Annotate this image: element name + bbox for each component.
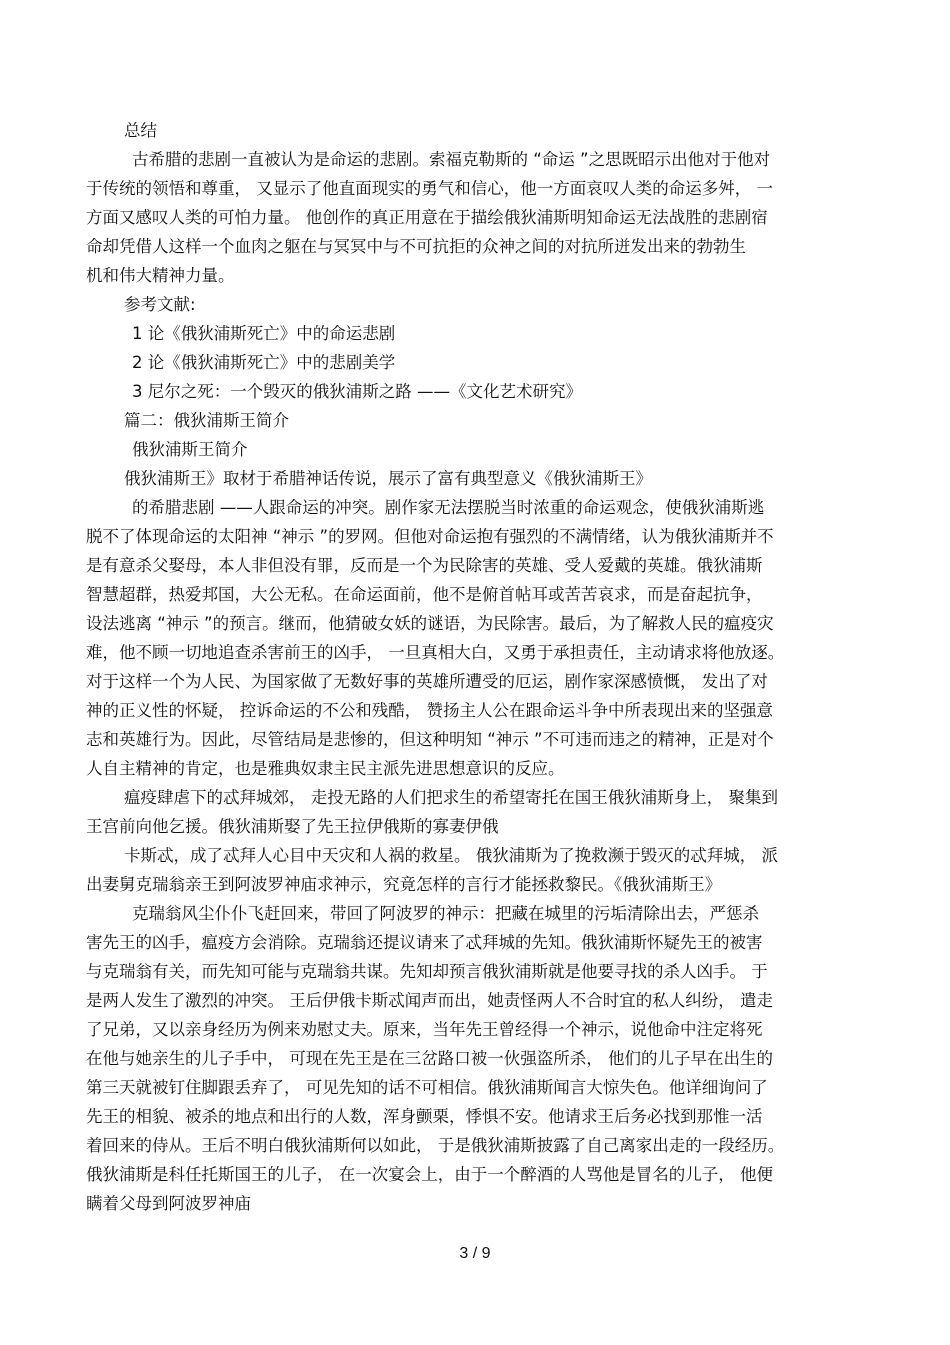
reference-item: 2 论《俄狄浦斯死亡》中的悲剧美学 — [132, 353, 396, 372]
paragraph-line: 志和英雄行为。因此，尽管结局是悲惨的，但这种明知 “神示 ”不可违而违之的精神，正是对个 — [86, 730, 774, 749]
paragraph-line: 是两人发生了激烈的冲突。 王后伊俄卡斯忒闻声而出，她责怪两人不合时宜的私人纠纷， 遣走 — [86, 991, 773, 1010]
paragraph-line: 脱不了体现命运的太阳神 “神示 ”的罗网。但他对命运抱有强烈的不满情绪，认为俄狄浦斯并不 — [86, 527, 774, 546]
paragraph-line: 机和伟大精神力量。 — [86, 266, 235, 285]
paragraph-line: 在他与她亲生的儿子手中， 可现在先王是在三岔路口被一伙强盗所杀， 他们的儿子早在出生的 — [86, 1049, 773, 1068]
paragraph-line: 着回来的侍从。王后不明白俄狄浦斯何以如此， 于是俄狄浦斯披露了自己离家出走的一段经历。 — [86, 1136, 785, 1155]
paragraph-line: 人自主精神的肯定，也是雅典奴隶主民主派先进思想意识的反应。 — [86, 759, 565, 778]
paragraph-line: 命却凭借人这样一个血肉之躯在与冥冥中与不可抗拒的众神之间的对抗所迸发出来的勃勃生 — [86, 237, 746, 256]
paragraph-line: 对于这样一个为人民、为国家做了无数好事的英雄所遭受的厄运，剧作家深感愤慨， 发出了对 — [86, 672, 768, 691]
paragraph-line: 神的正义性的怀疑， 控诉命运的不公和残酷， 赞扬主人公在跟命运斗争中所表现出来的坚强意 — [86, 701, 773, 720]
paragraph-line: 方面又感叹人类的可怕力量。 他创作的真正用意在于描绘俄狄浦斯明知命运无法战胜的悲剧宿 — [86, 208, 768, 227]
paragraph-line: 先王的相貌、被杀的地点和出行的人数，浑身颤栗，悸惧不安。他请求王后务必找到那惟一活 — [86, 1107, 763, 1126]
paragraph-line: 克瑞翁风尘仆仆飞赶回来，带回了阿波罗的神示：把藏在城里的污垢清除出去，严惩杀 — [132, 904, 759, 923]
reference-item: 1 论《俄狄浦斯死亡》中的命运悲剧 — [132, 324, 396, 343]
reference-item: 3 尼尔之死：一个毁灭的俄狄浦斯之路 ——《文化艺术研究》 — [132, 382, 582, 401]
paragraph-line: 卡斯忒，成了忒拜人心目中天灾和人祸的救星。 俄狄浦斯为了挽救濒于毁灭的忒拜城， 派 — [124, 846, 778, 865]
paragraph-line: 的希腊悲剧 ——人跟命运的冲突。剧作家无法摆脱当时浓重的命运观念，使俄狄浦斯逃 — [132, 498, 765, 517]
paragraph-line: 王宫前向他乞援。俄狄浦斯娶了先王拉伊俄斯的寡妻伊俄 — [86, 817, 499, 836]
paragraph-line: 于传统的领悟和尊重， 又显示了他直面现实的勇气和信心，他一方面哀叹人类的命运多舛， 一 — [86, 179, 773, 198]
paragraph-line: 瞒着父母到阿波罗神庙 — [86, 1194, 251, 1213]
paragraph-line: 出妻舅克瑞翁亲王到阿波罗神庙求神示，究竟怎样的言行才能拯救黎民。《俄狄浦斯王》 — [86, 875, 722, 894]
paragraph-line: 俄狄浦斯是科任托斯国王的儿子， 在一次宴会上，由于一个醉酒的人骂他是冒名的儿子， 他便 — [86, 1165, 773, 1184]
paragraph-line: 与克瑞翁有关，而先知可能与克瑞翁共谋。先知却预言俄狄浦斯就是他要寻找的杀人凶手。 于 — [86, 962, 768, 981]
paragraph-line: 智慧超群，热爱邦国，大公无私。在命运面前，他不是俯首帖耳或苦苦哀求，而是奋起抗争， — [86, 585, 763, 604]
paragraph-line: 第三天就被钉住脚跟丢弃了， 可见先知的话不可相信。俄狄浦斯闻言大惊失色。他详细询问了 — [86, 1078, 768, 1097]
subsection-title: 俄狄浦斯王简介 — [132, 440, 248, 459]
paragraph-line: 瘟疫肆虐下的忒拜城郊， 走投无路的人们把求生的希望寄托在国王俄狄浦斯身上， 聚集到 — [124, 788, 778, 807]
section-heading: 篇二：俄狄浦斯王简介 — [124, 411, 289, 430]
paragraph-line: 了兄弟，又以亲身经历为例来劝慰丈夫。原来，当年先王曾经得一个神示，说他命中注定将死 — [86, 1020, 763, 1039]
paragraph-line: 俄狄浦斯王》取材于希腊神话传说，展示了富有典型意义《俄狄浦斯王》 — [124, 469, 652, 488]
section-heading: 总结 — [124, 121, 157, 140]
page-number: 3 / 9 — [459, 1245, 491, 1262]
paragraph-line: 是有意杀父娶母，本人非但没有罪，反而是一个为民除害的英雄、受人爱戴的英雄。俄狄浦斯 — [86, 556, 763, 575]
paragraph-line: 害先王的凶手，瘟疫方会消除。克瑞翁还提议请来了忒拜城的先知。俄狄浦斯怀疑先王的被害 — [86, 933, 763, 952]
references-heading: 参考文献: — [124, 295, 196, 314]
paragraph-line: 古希腊的悲剧一直被认为是命运的悲剧。索福克勒斯的 “命运 ”之思既昭示出他对于他对 — [132, 150, 771, 169]
paragraph-line: 难，他不顾一切地追查杀害前王的凶手， 一旦真相大白，又勇于承担责任，主动请求将他放逐。 — [86, 643, 785, 662]
paragraph-line: 设法逃离 “神示 ”的预言。继而，他猜破女妖的谜语，为民除害。最后，为了解救人民的瘟疫灾 — [86, 614, 774, 633]
